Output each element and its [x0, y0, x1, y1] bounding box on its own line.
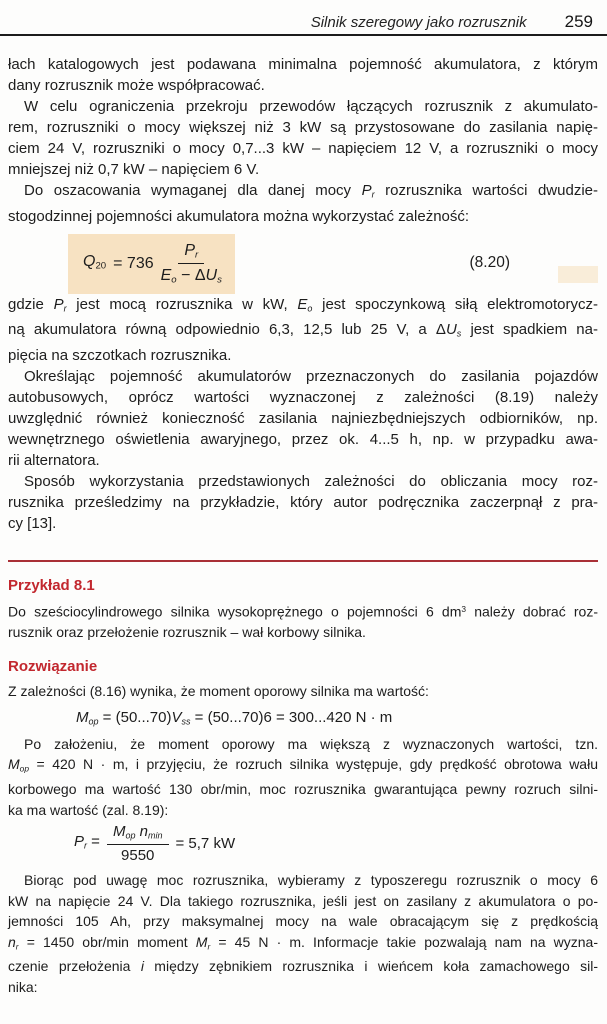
- equation-result: [176, 834, 236, 855]
- equation-pr: [74, 822, 598, 866]
- text-segment: rozrusznika wartości dwudzie-: [374, 182, 598, 199]
- text-segment: wewnętrznego oświetlenia awaryjnego, przez ok. 4...5 h, np. w przypadku awa-: [8, 430, 598, 448]
- text-segment: czenie przełożenia: [8, 958, 141, 975]
- text-segment: M: [195, 933, 208, 950]
- text-line: [8, 622, 598, 643]
- highlight-remnant: [558, 266, 598, 283]
- text-segment: Po założeniu, że moment oporowy ma większą z wyznaczonych wartości, tzn.: [24, 735, 598, 752]
- text-segment: r: [63, 303, 67, 314]
- text-line: [8, 54, 598, 75]
- text-segment: Do sześciocylindrowego silnika wysokoprężnego o pojemności 6 dm: [8, 603, 462, 620]
- text-segment: U: [445, 321, 457, 339]
- text-segment: M: [8, 756, 20, 773]
- text-segment: E: [297, 295, 308, 313]
- solution-heading: Rozwiązanie: [8, 658, 98, 676]
- example-section: [8, 576, 598, 998]
- text-segment: s: [217, 274, 222, 286]
- text-segment: należy dobrać roz-: [466, 603, 598, 620]
- text-segment: i: [140, 958, 144, 975]
- text-segment: r: [207, 940, 211, 951]
- text-segment: E: [160, 266, 172, 284]
- text-line: [8, 345, 598, 366]
- text-line: [8, 180, 598, 206]
- text-segment: V: [171, 708, 182, 726]
- text-line: [8, 754, 598, 779]
- text-line: [8, 366, 598, 387]
- text-segment: Sposób wykorzystania przedstawionych zależności do obliczania mocy roz-: [24, 472, 598, 490]
- text-segment: r: [371, 189, 375, 200]
- fraction-numerator: [107, 823, 169, 844]
- fraction-denominator: [161, 264, 222, 286]
- text-segment: = 5,7 kW: [175, 834, 236, 852]
- text-segment: jest spadkiem na-: [461, 321, 598, 339]
- text-line: [8, 96, 598, 117]
- text-segment: ss: [181, 716, 191, 727]
- equation-8-20: [68, 234, 235, 295]
- text-line: [8, 75, 598, 96]
- text-line: [8, 513, 598, 534]
- example-heading: Przykład 8.1: [8, 576, 95, 594]
- text-segment: − Δ: [176, 266, 206, 284]
- text-segment: jemności 105 Ah, przy maksymalnej mocy na wale obracającym się z prędkością: [8, 913, 598, 929]
- text-segment: r: [15, 940, 19, 951]
- text-line: [8, 932, 598, 957]
- text-segment: M: [112, 823, 126, 841]
- text-line: [8, 734, 598, 755]
- text-line: [8, 492, 598, 513]
- text-segment: mniejszej niż 0,7 kW – napięciem 6 V.: [8, 161, 260, 178]
- text-segment: n: [139, 823, 148, 841]
- text-segment: jest mocą rozrusznika w kW,: [66, 295, 298, 313]
- text-line: [8, 450, 598, 471]
- text-segment: r: [84, 840, 88, 851]
- text-segment: nika:: [8, 978, 38, 995]
- text-line: [8, 408, 598, 429]
- text-line: [8, 429, 598, 450]
- paragraph-gdzie: [8, 294, 598, 366]
- text-segment: Q: [83, 252, 96, 270]
- fraction-denominator: [121, 845, 154, 865]
- text-segment: ną akumulatora równą odpowiednio 6,3, 12,5 lub 25 V, a Δ: [8, 321, 446, 339]
- text-line: [8, 956, 598, 977]
- page-header: [0, 0, 607, 32]
- paragraph-biorac: [8, 870, 598, 997]
- page-content: [0, 36, 607, 997]
- text-segment: op: [125, 830, 136, 841]
- text-segment: op: [19, 763, 29, 774]
- example-intro: [8, 599, 598, 643]
- example-divider-rule: [8, 560, 598, 562]
- paragraph-catalog-continued: [8, 54, 598, 96]
- solution-intro: [8, 681, 598, 702]
- text-segment: cy [13].: [8, 514, 57, 532]
- equation-number: (8.20): [469, 253, 510, 271]
- text-segment: W celu ograniczenia przekroju przewodów łączących rozrusznik z akumulato-: [24, 98, 598, 115]
- text-line: [8, 138, 598, 159]
- text-segment: Do oszacowania wymaganej dla danej mocy: [24, 182, 362, 199]
- text-segment: =: [87, 832, 100, 850]
- text-line: [8, 294, 598, 320]
- text-segment: n: [8, 933, 16, 950]
- text-segment: 20: [95, 260, 107, 272]
- text-segment: rusznika prześledzimy na przykładzie, który autor podręcznika zaczerpnął z pra-: [8, 493, 598, 511]
- text-segment: łach katalogowych jest podawana minimalna pojemność akumulatora, z którym: [8, 56, 598, 73]
- text-segment: M: [76, 708, 89, 726]
- text-line: [8, 681, 598, 702]
- text-segment: P: [361, 182, 372, 199]
- text-segment: Określając pojemność akumulatorów przeznaczonych do zasilania pojazdów: [24, 367, 598, 385]
- text-line: [8, 117, 598, 138]
- text-segment: op: [88, 716, 99, 727]
- paragraph-capacity-estimation: [8, 180, 598, 227]
- fraction: [107, 823, 169, 865]
- text-segment: kW na napięcie 24 V. Dla takiego rozrusznika, jeśli jest on zasilany z akumulatora o po-: [8, 892, 598, 909]
- text-line: [8, 779, 598, 800]
- text-segment: P: [53, 295, 64, 313]
- fraction: [161, 241, 222, 287]
- text-segment: pięcia na szczotkach rozrusznika.: [8, 346, 232, 364]
- equation-8-20-row: [8, 234, 598, 292]
- text-segment: dany rozrusznik może współpracować.: [8, 77, 265, 94]
- text-segment: P: [184, 241, 195, 259]
- text-segment: rem, rozruszniki o mocy większej niż 3 kW są przystosowane do zasilania napię-: [8, 119, 598, 136]
- text-segment: min: [147, 830, 163, 841]
- text-segment: gdzie: [8, 295, 54, 313]
- equation-lhs: [74, 832, 100, 856]
- text-line: [8, 977, 598, 998]
- fraction-numerator: [178, 241, 204, 264]
- text-line: [8, 870, 598, 891]
- text-segment: rusznik oraz przełożenie rozrusznik – wał korbowy silnika.: [8, 623, 366, 640]
- paragraph-okreslajac: [8, 366, 598, 471]
- text-line: [8, 599, 598, 622]
- text-segment: między zębnikiem rozrusznika i wieńcem koła zamachowego sil-: [143, 958, 598, 975]
- text-segment: rii alternatora.: [8, 451, 100, 469]
- text-segment: uwzględnić również konieczność zasilania najniezbędniejszych odbiorników, np.: [8, 409, 598, 427]
- page-number: 259: [564, 12, 593, 31]
- text-segment: o: [171, 274, 177, 286]
- text-segment: ka ma wartość (zal. 8.19):: [8, 801, 169, 818]
- text-line: [8, 471, 598, 492]
- text-segment: 3: [461, 603, 467, 614]
- text-line: [8, 159, 598, 180]
- text-segment: = 1450 obr/min moment: [18, 933, 196, 950]
- text-segment: r: [194, 249, 199, 261]
- text-segment: P: [74, 832, 85, 850]
- text-line: [8, 911, 598, 932]
- running-title: Silnik szeregowy jako rozrusznik: [310, 14, 527, 31]
- text-segment: ciem 24 V, rozruszniki o mocy 0,7...3 kW – napięciem 12 V, a rozruszniki o mocy: [8, 140, 598, 157]
- text-segment: 9550: [121, 846, 155, 864]
- equation-lhs: [83, 251, 106, 277]
- paragraph-sposob: [8, 471, 598, 534]
- text-segment: U: [205, 266, 218, 284]
- text-segment: = (50...70)6 = 300...420 N · m: [190, 708, 393, 726]
- text-segment: autobusowych, oprócz wartości wyznaczonej z zależności (8.19) należy: [8, 388, 598, 406]
- text-segment: = 420 N · m, i przyjęciu, że rozruch silnika występuje, gdy prędkość obrotowa wału: [29, 756, 598, 773]
- text-segment: korbowego ma wartość 130 obr/min, moc rozrusznika gwarantująca pewny rozruch silni-: [8, 781, 598, 797]
- text-segment: o: [307, 303, 313, 314]
- paragraph-voltage-ranges: [8, 96, 598, 180]
- text-segment: Z zależności (8.16) wynika, że moment oporowy silnika ma wartość:: [8, 683, 429, 700]
- text-line: [8, 387, 598, 408]
- text-line: [8, 891, 598, 912]
- text-segment: Biorąc pod uwagę moc rozrusznika, wybieramy z typoszeregu rozrusznik o mocy 6: [24, 872, 598, 888]
- text-segment: = 45 N · m. Informacje takie pozwalają nam na wyzna-: [210, 933, 598, 950]
- paragraph-po-zalozeniu: [8, 734, 598, 820]
- text-line: [8, 206, 598, 227]
- text-segment: = (50...70): [98, 708, 172, 726]
- equation-coefficient: = 736: [113, 254, 154, 272]
- text-segment: jest spoczynkową siłą elektromotorycz-: [312, 295, 598, 313]
- text-segment: s: [456, 328, 462, 339]
- equation-mop: [76, 706, 598, 730]
- text-line: [8, 800, 598, 821]
- text-line: [8, 319, 598, 345]
- text-segment: stogodzinnej pojemności akumulatora można wykorzystać zależność:: [8, 207, 470, 225]
